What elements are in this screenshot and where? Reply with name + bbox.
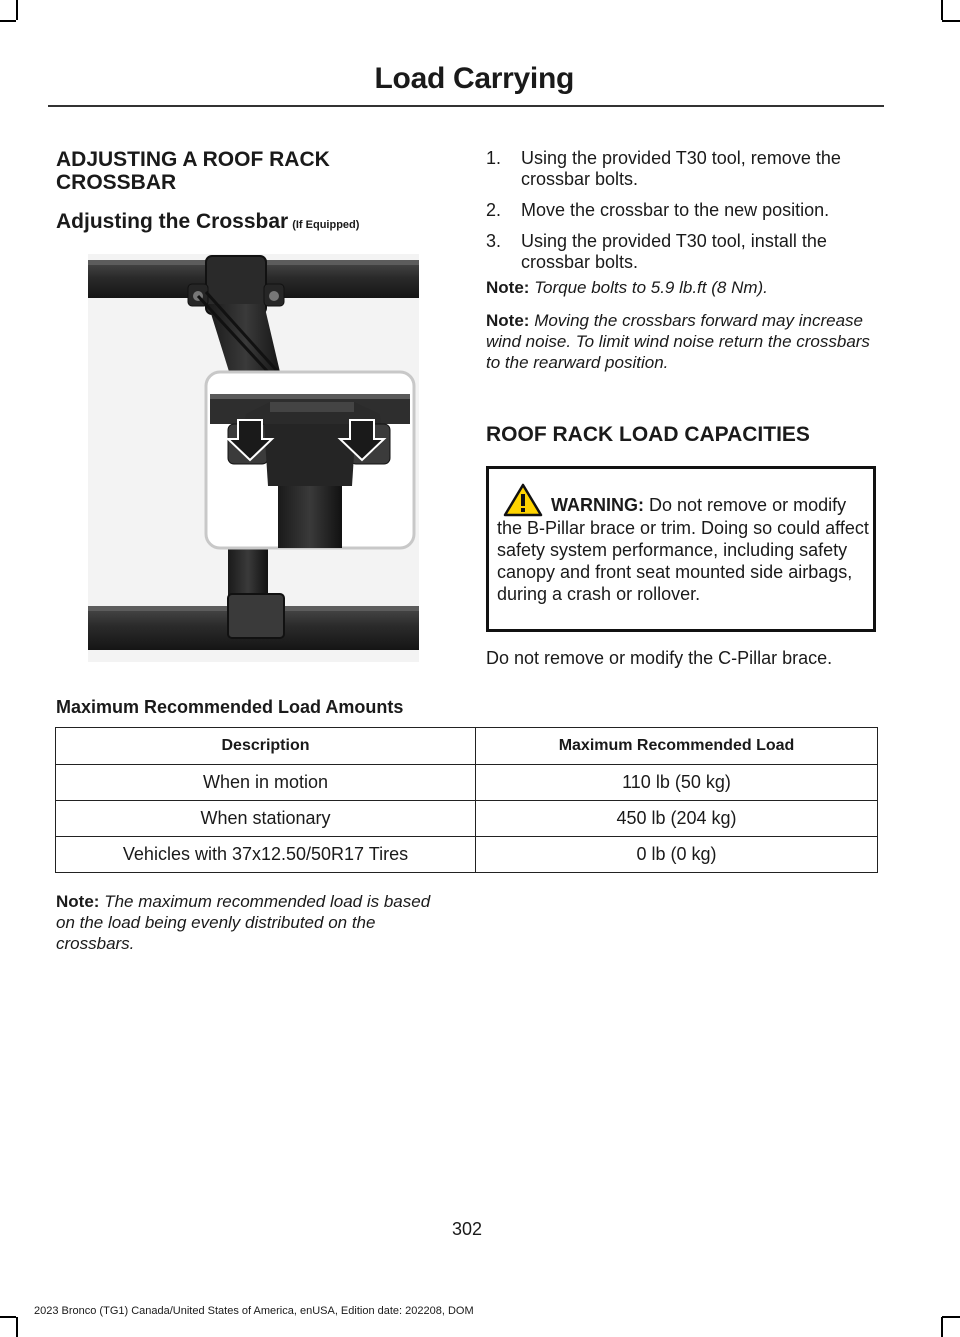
crop-mark	[942, 1316, 960, 1318]
note-text: Torque bolts to 5.9 lb.ft (8 Nm).	[534, 278, 768, 297]
crossbar-illustration	[88, 254, 419, 662]
crop-mark	[16, 0, 18, 20]
table-cell: When in motion	[56, 765, 476, 801]
step-item	[486, 148, 882, 190]
note-text: Moving the crossbars forward may increase wind noise. To limit wind noise return the crossbars to the rearward position.	[486, 311, 870, 372]
subheading-text: Adjusting the Crossbar	[56, 210, 289, 233]
if-equipped-label: (If Equipped)	[292, 219, 360, 231]
table-cell: When stationary	[56, 801, 476, 837]
table-cell: 450 lb (204 kg)	[476, 801, 878, 837]
page-header-title: Load Carrying	[374, 62, 574, 95]
crop-mark	[941, 0, 943, 20]
page-number: 302	[451, 1219, 483, 1239]
warning-text: Do not remove or modify the B-Pillar brace or trim. Doing so could affect safety system performance, including safety canopy and front seat mounted side airbags, during a crash or rollover.	[497, 495, 869, 604]
step-number: 3.	[486, 231, 502, 251]
step-item	[486, 200, 882, 221]
table-row	[56, 837, 878, 873]
footer-edition-info: 2023 Bronco (TG1) Canada/United States of America, enUSA, Edition date: 202208, DOM	[34, 1305, 474, 1317]
section-heading-adjusting: ADJUSTING A ROOF RACK CROSSBAR	[56, 148, 330, 194]
crop-mark	[942, 20, 960, 22]
note-wind-noise	[486, 310, 876, 373]
table-header-cell: Description	[56, 728, 476, 765]
table-cell: 110 lb (50 kg)	[476, 765, 878, 801]
step-number: 2.	[486, 200, 502, 220]
step-text: Using the provided T30 tool, remove the crossbar bolts.	[521, 148, 841, 189]
note-even-distribution	[56, 891, 452, 954]
warning-box	[486, 466, 876, 632]
warning-triangle-icon	[503, 483, 543, 517]
crossbar-steps-list	[486, 148, 882, 283]
table-header-cell: Maximum Recommended Load	[476, 728, 878, 765]
step-text: Using the provided T30 tool, install the crossbar bolts.	[521, 231, 827, 272]
note-torque	[486, 277, 876, 298]
table-title: Maximum Recommended Load Amounts	[56, 697, 404, 717]
table-row	[56, 765, 878, 801]
step-number: 1.	[486, 148, 502, 168]
crop-mark	[941, 1317, 943, 1337]
warning-text-block	[497, 483, 869, 605]
note-label: Note:	[56, 892, 100, 911]
section-heading-capacities: ROOF RACK LOAD CAPACITIES	[486, 423, 810, 446]
header-rule	[48, 105, 884, 107]
crop-mark	[0, 20, 16, 22]
step-text: Move the crossbar to the new position.	[521, 200, 830, 220]
c-pillar-text: Do not remove or modify the C-Pillar brace.	[486, 648, 833, 668]
crop-mark	[16, 1317, 18, 1337]
warning-label: WARNING:	[551, 495, 644, 515]
crop-mark	[0, 1316, 16, 1318]
note-text: The maximum recommended load is based on the load being evenly distributed on the crossbars.	[56, 892, 431, 953]
note-label: Note:	[486, 278, 530, 297]
note-label: Note:	[486, 311, 530, 330]
table-cell: Vehicles with 37x12.50/50R17 Tires	[56, 837, 476, 873]
table-row	[56, 801, 878, 837]
table-header-row	[56, 728, 878, 765]
table-cell: 0 lb (0 kg)	[476, 837, 878, 873]
load-amounts-table	[55, 727, 878, 873]
step-item	[486, 231, 882, 273]
subheading-adjusting-crossbar	[56, 210, 359, 234]
